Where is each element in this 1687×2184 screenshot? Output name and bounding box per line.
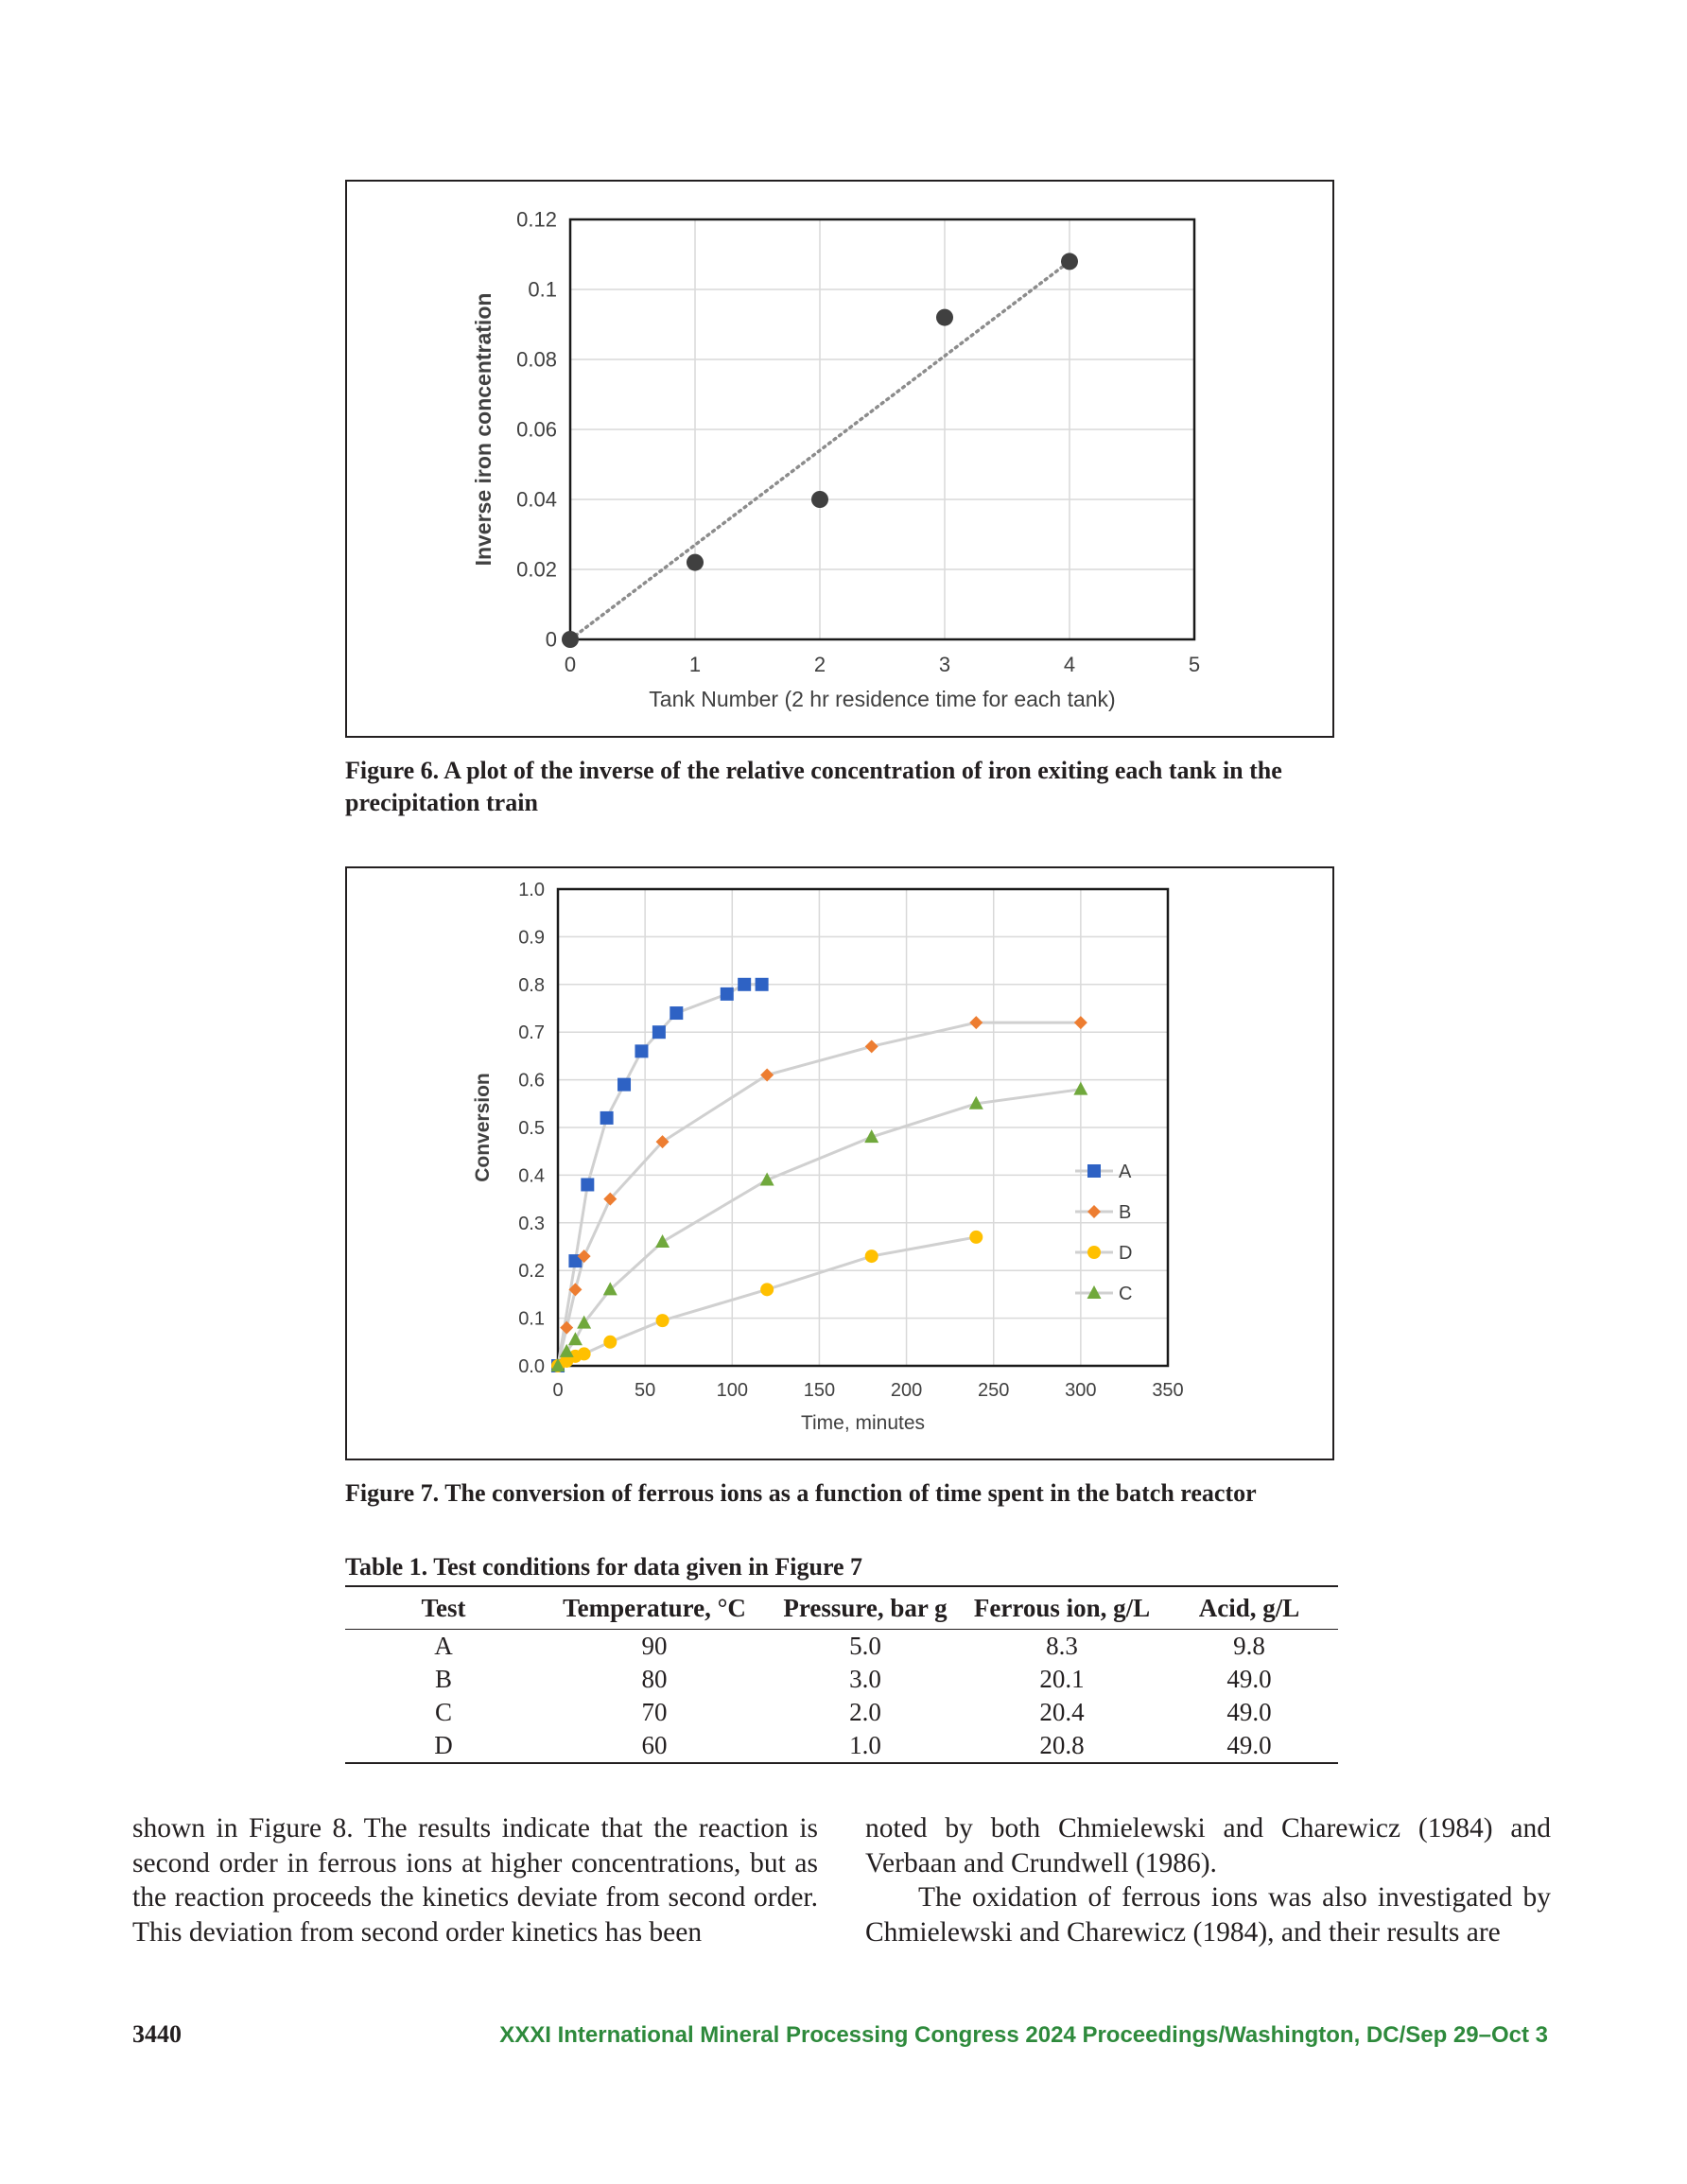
legend-label: C bbox=[1119, 1284, 1133, 1304]
data-point-B bbox=[969, 1016, 983, 1029]
table-header-row bbox=[345, 1586, 1338, 1630]
y-tick-label: 0.3 bbox=[518, 1213, 545, 1234]
data-point-D bbox=[969, 1231, 983, 1244]
data-point-B bbox=[1074, 1016, 1087, 1029]
y-tick-label: 0.08 bbox=[516, 347, 557, 372]
table-cell: 49.0 bbox=[1160, 1729, 1338, 1763]
data-point bbox=[1061, 253, 1078, 270]
header-test: Test bbox=[345, 1586, 542, 1630]
x-tick-label: 3 bbox=[938, 653, 951, 676]
table-row bbox=[345, 1663, 1338, 1696]
data-point-D bbox=[865, 1249, 878, 1263]
y-axis-label: Inverse iron concentration bbox=[471, 292, 496, 567]
table-row bbox=[345, 1696, 1338, 1729]
y-tick-label: 0.4 bbox=[518, 1165, 545, 1187]
legend-label: D bbox=[1119, 1243, 1133, 1264]
x-tick-label: 4 bbox=[1063, 653, 1076, 676]
table-cell: 20.1 bbox=[1039, 1665, 1085, 1693]
figure-6-chart bbox=[347, 182, 1332, 736]
data-point bbox=[811, 491, 828, 508]
table-row bbox=[345, 1630, 1338, 1664]
data-point-A bbox=[756, 978, 769, 991]
table-cell: 60 bbox=[542, 1729, 767, 1763]
header-temperature: Temperature, °C bbox=[542, 1586, 767, 1630]
data-point-B bbox=[560, 1321, 573, 1335]
data-point bbox=[562, 631, 579, 648]
x-tick-label: 100 bbox=[716, 1380, 748, 1401]
table-cell: 1.0 bbox=[767, 1729, 964, 1763]
body-paragraph: The oxidation of ferrous ions was also investigated by Chmielewski and Charewicz (1984), and their results are bbox=[865, 1882, 1551, 1948]
data-point-B bbox=[865, 1040, 878, 1053]
x-tick-label: 250 bbox=[978, 1380, 1010, 1401]
figure-7-chart bbox=[347, 868, 1332, 1459]
data-point-A bbox=[581, 1178, 594, 1191]
x-tick-label: 5 bbox=[1188, 653, 1201, 676]
body-text-right-column bbox=[865, 1811, 1551, 1949]
table-cell: 20.8 bbox=[964, 1729, 1160, 1763]
y-tick-label: 0.1 bbox=[528, 277, 557, 302]
figure-6-frame bbox=[345, 180, 1334, 738]
x-tick-label: 2 bbox=[813, 653, 826, 676]
y-tick-label: 0.04 bbox=[516, 487, 557, 512]
table-cell: D bbox=[345, 1729, 542, 1763]
y-tick-label: 0.0 bbox=[518, 1356, 545, 1377]
table-cell: C bbox=[434, 1698, 452, 1726]
data-point-D bbox=[578, 1347, 591, 1360]
running-footer: XXXI International Mineral Processing Congress 2024 Proceedings/Washington, DC/Sep 29–Oct 3 bbox=[499, 2022, 1548, 2048]
x-tick-label: 150 bbox=[803, 1380, 836, 1401]
data-point-A bbox=[617, 1078, 631, 1092]
data-point-A bbox=[670, 1006, 683, 1020]
table-cell: 70 bbox=[641, 1698, 668, 1726]
y-axis-label: Conversion bbox=[472, 1073, 494, 1182]
test-conditions-table bbox=[345, 1585, 1338, 1764]
x-tick-label: 0 bbox=[552, 1380, 564, 1401]
table-cell: 5.0 bbox=[849, 1632, 881, 1660]
x-tick-label: 1 bbox=[688, 653, 702, 676]
legend-label: A bbox=[1119, 1162, 1132, 1182]
y-tick-label: 1.0 bbox=[518, 880, 545, 900]
x-tick-label: 0 bbox=[564, 653, 577, 676]
table-cell: 3.0 bbox=[849, 1665, 881, 1693]
data-point-D bbox=[760, 1283, 774, 1296]
table-title: Table 1. Test conditions for data given in Figure 7 bbox=[345, 1553, 863, 1581]
table-cell: 9.8 bbox=[1233, 1632, 1265, 1660]
y-tick-label: 0.12 bbox=[516, 207, 557, 232]
header-pressure: Pressure, bar g bbox=[767, 1586, 964, 1630]
legend-marker-A bbox=[1087, 1164, 1101, 1178]
body-text-left-column: shown in Figure 8. The results indicate that the reaction is second order in ferrous ions at higher concentrations, but as the reaction proceeds the kinetics deviate from second order. This deviation from second order kinetics has been bbox=[132, 1813, 818, 1948]
data-point-C bbox=[1073, 1082, 1087, 1095]
header-acid: Acid, g/L bbox=[1160, 1586, 1338, 1630]
x-axis-label: Time, minutes bbox=[800, 1412, 926, 1434]
legend-marker-B bbox=[1087, 1205, 1101, 1218]
page-number: 3440 bbox=[132, 2020, 182, 2048]
data-point-A bbox=[721, 987, 734, 1001]
y-tick-label: 0.5 bbox=[518, 1118, 545, 1139]
figure-7-frame bbox=[345, 866, 1334, 1460]
data-point bbox=[936, 309, 953, 326]
table-cell: 49.0 bbox=[1226, 1665, 1272, 1693]
y-tick-label: 0.2 bbox=[518, 1261, 545, 1283]
legend-label: B bbox=[1119, 1202, 1132, 1223]
figure-7-caption: Figure 7. The conversion of ferrous ions as a function of time spent in the batch reactor bbox=[345, 1479, 1257, 1507]
y-tick-label: 0 bbox=[545, 627, 557, 652]
table-row bbox=[345, 1729, 1338, 1763]
y-tick-label: 0.02 bbox=[516, 557, 557, 582]
y-tick-label: 0.9 bbox=[518, 927, 545, 949]
figure-6-caption: Figure 6. A plot of the inverse of the relative concentration of iron exiting each tank in the precipitation train bbox=[345, 757, 1282, 816]
data-point-C bbox=[655, 1234, 670, 1248]
legend-marker-D bbox=[1087, 1246, 1101, 1259]
data-point-A bbox=[600, 1111, 614, 1125]
y-tick-label: 0.06 bbox=[516, 417, 557, 442]
table-cell: A bbox=[434, 1632, 453, 1660]
data-point-D bbox=[656, 1314, 670, 1327]
y-tick-label: 0.7 bbox=[518, 1022, 545, 1044]
data-point-A bbox=[738, 978, 751, 991]
y-tick-label: 0.6 bbox=[518, 1070, 545, 1092]
body-paragraph: noted by both Chmielewski and Charewicz (1984) and Verbaan and Crundwell (1986). bbox=[865, 1813, 1551, 1878]
y-tick-label: 0.8 bbox=[518, 974, 545, 996]
table-cell: 90 bbox=[641, 1632, 668, 1660]
table-cell: 20.4 bbox=[1039, 1698, 1085, 1726]
table-cell: 2.0 bbox=[849, 1698, 881, 1726]
data-point-D bbox=[603, 1336, 617, 1349]
header-ferrous-ion: Ferrous ion, g/L bbox=[964, 1586, 1160, 1630]
data-point bbox=[687, 554, 704, 571]
series-line-D bbox=[558, 1237, 976, 1366]
data-point-C bbox=[568, 1332, 583, 1345]
x-axis-label: Tank Number (2 hr residence time for each tank) bbox=[649, 687, 1116, 711]
table-cell: B bbox=[434, 1665, 452, 1693]
table-cell: 80 bbox=[641, 1665, 668, 1693]
data-point-A bbox=[652, 1025, 666, 1039]
x-tick-label: 350 bbox=[1152, 1380, 1184, 1401]
data-point-A bbox=[635, 1044, 648, 1057]
table-1 bbox=[345, 1551, 1338, 1764]
x-tick-label: 200 bbox=[890, 1380, 923, 1401]
table-cell: 49.0 bbox=[1226, 1698, 1272, 1726]
y-tick-label: 0.1 bbox=[518, 1308, 545, 1330]
table-cell: 8.3 bbox=[1046, 1632, 1078, 1660]
x-tick-label: 300 bbox=[1065, 1380, 1097, 1401]
x-tick-label: 50 bbox=[635, 1380, 656, 1401]
